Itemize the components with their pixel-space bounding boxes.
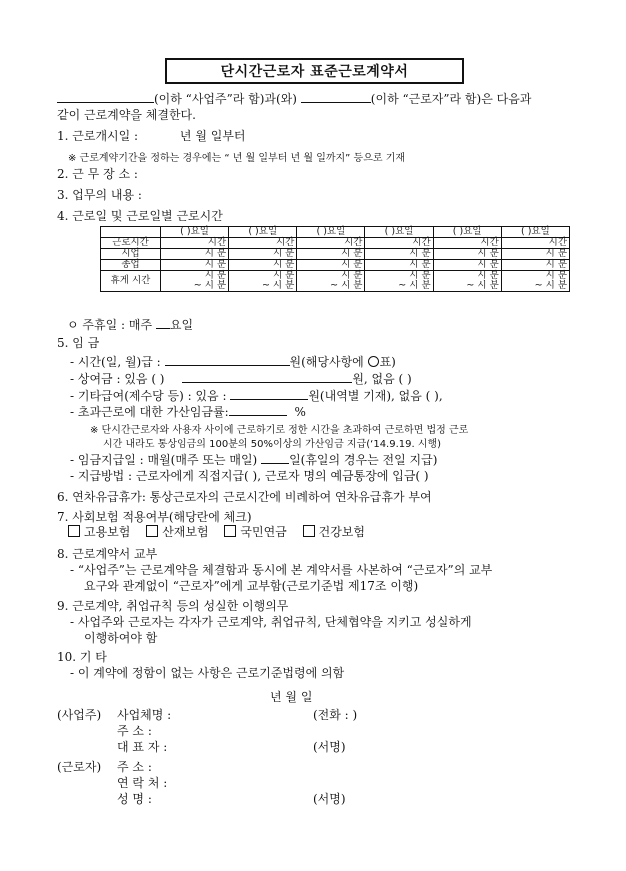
end-time-cell[interactable]: 시 분 — [501, 260, 569, 271]
overtime-rate-blank[interactable] — [229, 403, 287, 416]
signing-date[interactable]: 년 월 일 — [270, 690, 313, 704]
insurance-checkboxes: 고용보험 산재보험 국민연금 건강보험 — [68, 523, 365, 540]
worker-address-label: 주 소 : — [117, 760, 152, 774]
table-row — [101, 238, 570, 249]
intro-text-b: (이하 “근로자”라 함)은 다음과 — [370, 92, 532, 106]
break-start-cell[interactable]: 시 분 — [433, 271, 501, 282]
section-1-note: ※ 근로계약기간을 정하는 경우에는 “ 년 월 일부터 년 월 일까지” 등으로 기재 — [68, 153, 406, 164]
break-end-cell[interactable]: ~ 시 분 — [161, 281, 229, 292]
other-pay-line: - 기타급여(제수당 등) : 있음 : 원(내역별 기재), 없음 ( ), — [70, 389, 443, 403]
break-end-cell[interactable]: ~ 시 분 — [297, 281, 365, 292]
hours-cell[interactable]: 시간 — [161, 238, 229, 249]
day-header[interactable]: ( )요일 — [433, 227, 501, 238]
section-9-label: 9. 근로계약, 취업규칙 등의 성실한 이행의무 — [57, 599, 289, 613]
row-head-break: 휴게 시간 — [101, 271, 161, 292]
bonus-line: - 상여금 : 있음 ( ) 원, 없음 ( ) — [70, 372, 412, 386]
end-time-cell[interactable]: 시 분 — [229, 260, 297, 271]
bonus-amount-blank[interactable] — [182, 370, 352, 383]
break-start-cell[interactable]: 시 분 — [229, 271, 297, 282]
break-end-cell[interactable]: ~ 시 분 — [501, 281, 569, 292]
section-10-label: 10. 기 타 — [57, 650, 107, 664]
section-10-line-1: - 이 계약에 정함이 없는 사항은 근로기준법령에 의함 — [70, 666, 345, 680]
start-time-cell[interactable]: 시 분 — [501, 249, 569, 260]
worker-name-blank[interactable] — [301, 90, 371, 103]
employer-signature[interactable]: (서명) — [313, 740, 346, 754]
intro-text-a: (이하 “사업주”라 함)과(와) — [154, 92, 297, 106]
start-time-cell[interactable]: 시 분 — [297, 249, 365, 260]
health-insurance-checkbox[interactable] — [303, 525, 315, 537]
day-header[interactable]: ( )요일 — [365, 227, 433, 238]
day-header[interactable]: ( )요일 — [229, 227, 297, 238]
start-time-cell[interactable]: 시 분 — [229, 249, 297, 260]
break-end-cell[interactable]: ~ 시 분 — [229, 281, 297, 292]
hours-cell[interactable]: 시간 — [433, 238, 501, 249]
start-time-cell[interactable]: 시 분 — [161, 249, 229, 260]
hours-cell[interactable]: 시간 — [229, 238, 297, 249]
hourly-wage-blank[interactable] — [165, 353, 290, 366]
employer-tag: (사업주) — [57, 708, 102, 722]
end-time-cell[interactable]: 시 분 — [365, 260, 433, 271]
row-head-hours: 근로시간 — [101, 238, 161, 249]
section-1-label: 1. 근로개시일 : 년 월 일부터 — [57, 129, 246, 143]
section-8-label: 8. 근로계약서 교부 — [57, 547, 158, 561]
hours-cell[interactable]: 시간 — [297, 238, 365, 249]
weekly-holiday-blank[interactable] — [156, 316, 170, 329]
table-row — [101, 227, 570, 238]
section-9-line-2: 이행하여야 함 — [84, 631, 158, 645]
employer-address-label: 주 소 : — [117, 724, 152, 738]
section-5-label: 5. 임 금 — [57, 336, 100, 350]
end-time-cell[interactable]: 시 분 — [161, 260, 229, 271]
end-time-cell[interactable]: 시 분 — [433, 260, 501, 271]
day-header[interactable]: ( )요일 — [297, 227, 365, 238]
table-row — [101, 281, 570, 292]
table-row — [101, 249, 570, 260]
section-8-line-1: - “사업주”는 근로계약을 체결함과 동시에 본 계약서를 사본하여 “근로자”의 교부 — [70, 563, 493, 577]
section-3-label: 3. 업무의 내용 : — [57, 188, 142, 202]
worker-signature[interactable]: (서명) — [313, 792, 346, 806]
employer-company-label: 사업체명 : — [117, 708, 172, 722]
start-time-cell[interactable]: 시 분 — [433, 249, 501, 260]
start-date-value[interactable]: 년 월 일부터 — [179, 129, 246, 143]
employer-phone[interactable]: (전화 : ) — [313, 708, 358, 722]
other-pay-blank[interactable] — [230, 387, 308, 400]
overtime-rate-line: - 초과근로에 대한 가산임금률: % — [70, 405, 306, 419]
overtime-note-1: ※ 단시간근로자와 사용자 사이에 근로하기로 정한 시간을 초과하여 근로하면 법정 근로 — [90, 425, 469, 436]
section-9-line-1: - 사업주와 근로자는 각자가 근로계약, 취업규칙, 단체협약을 지키고 성실하게 — [70, 615, 472, 629]
row-head-end: 종업 — [101, 260, 161, 271]
section-8-line-2: 요구와 관계없이 “근로자”에게 교부함(근로기준법 제17조 이행) — [84, 579, 419, 593]
break-end-cell[interactable]: ~ 시 분 — [433, 281, 501, 292]
circle-mark-icon — [368, 356, 379, 367]
section-2-label: 2. 근 무 장 소 : — [57, 167, 138, 181]
break-start-cell[interactable]: 시 분 — [161, 271, 229, 282]
worker-contact-label: 연 락 처 : — [117, 776, 168, 790]
overtime-note-2: 시간 내라도 통상임금의 100분의 50%이상의 가산임금 지급(‘14.9.19. 시행) — [103, 439, 442, 450]
row-head-start: 시업 — [101, 249, 161, 260]
intro-line-1 — [57, 90, 531, 107]
employment-insurance-checkbox[interactable] — [68, 525, 80, 537]
day-header[interactable]: ( )요일 — [161, 227, 229, 238]
employer-name-blank[interactable] — [57, 90, 154, 103]
day-header[interactable]: ( )요일 — [501, 227, 569, 238]
hours-cell[interactable]: 시간 — [365, 238, 433, 249]
hours-cell[interactable]: 시간 — [501, 238, 569, 249]
weekly-holiday: ㅇ 주휴일 : 매주 요일 — [67, 318, 194, 332]
industrial-accident-checkbox[interactable] — [146, 525, 158, 537]
section-4-label: 4. 근로일 및 근로일별 근로시간 — [57, 209, 223, 223]
payday-blank[interactable] — [261, 451, 289, 464]
section-6-label: 6. 연차유급휴가: 통상근로자의 근로시간에 비례하여 연차유급휴가 부여 — [57, 490, 432, 504]
payment-method-line: - 지급방법 : 근로자에게 직접지급( ), 근로자 명의 예금통장에 입금( ) — [70, 469, 429, 483]
worker-tag: (근로자) — [57, 760, 102, 774]
worker-name-label: 성 명 : — [117, 792, 152, 806]
end-time-cell[interactable]: 시 분 — [297, 260, 365, 271]
break-start-cell[interactable]: 시 분 — [501, 271, 569, 282]
break-start-cell[interactable]: 시 분 — [365, 271, 433, 282]
hourly-wage-line: - 시간(일, 월)급 : 원(해당사항에 표) — [70, 355, 396, 369]
start-time-cell[interactable]: 시 분 — [365, 249, 433, 260]
national-pension-checkbox[interactable] — [224, 525, 236, 537]
payday-line: - 임금지급일 : 매월(매주 또는 매일) 일(휴일의 경우는 전일 지급) — [70, 453, 438, 467]
section-7-label: 7. 사회보험 적용여부(해당란에 체크) — [57, 510, 252, 524]
employer-ceo-label: 대 표 자 : — [117, 740, 168, 754]
break-start-cell[interactable]: 시 분 — [297, 271, 365, 282]
document-title: 단시간근로자 표준근로계약서 — [165, 58, 464, 84]
table-row — [101, 260, 570, 271]
work-hours-table — [100, 226, 570, 292]
intro-line-2: 같이 근로계약을 체결한다. — [57, 108, 196, 122]
break-end-cell[interactable]: ~ 시 분 — [365, 281, 433, 292]
